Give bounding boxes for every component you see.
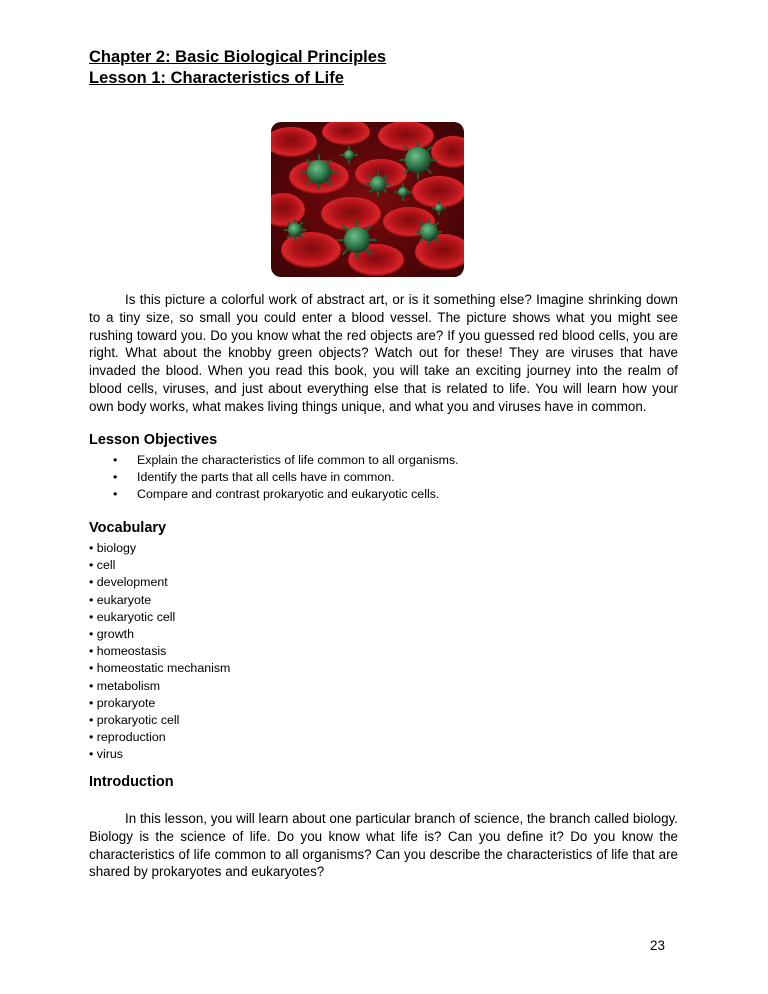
vocab-item: • virus [89,747,123,762]
vocab-item: • homeostatic mechanism [89,661,231,676]
bullet-icon: • [113,470,118,484]
vocab-item: • cell [89,558,116,573]
objective-text: Identify the parts that all cells have in common. [137,470,395,484]
vocab-item: • reproduction [89,730,166,745]
intro-paragraph [89,291,678,416]
objective-item [113,452,459,469]
lesson-title: Lesson 1: Characteristics of Life [89,69,344,87]
introduction-heading: Introduction [89,774,174,790]
vocab-item: • eukaryotic cell [89,609,176,624]
objectives-heading: Lesson Objectives [89,432,218,448]
vocab-item: • prokaryote [89,695,156,710]
page-number: 23 [650,938,665,953]
vocab-item: • eukaryote [89,592,152,607]
vocab-item: • growth [89,627,134,642]
vocabulary-list [89,540,230,764]
introduction-paragraph-text: In this lesson, you will learn about one particular branch of science, the branch called biology. Biology is the science of life. Do you know what life is? Can you define it? Do you know the characteristics of life common to all organisms? Can you describe the characteristics of life that are shared by prokaryotes and eukaryotes? [89,811,678,880]
vocab-item: • homeostasis [89,644,167,659]
bullet-icon: • [113,453,118,467]
objectives-list [113,452,459,503]
vocab-item: • prokaryotic cell [89,713,180,728]
bullet-icon: • [113,487,118,501]
objective-item [113,486,459,503]
objective-item [113,469,459,486]
vocab-item: • biology [89,541,137,555]
objective-text: Explain the characteristics of life common to all organisms. [137,453,459,467]
vocab-item: • development [89,575,168,590]
chapter-title: Chapter 2: Basic Biological Principles [89,48,387,66]
title-block [89,47,386,89]
vocab-item: • metabolism [89,678,161,693]
intro-paragraph-text: Is this picture a colorful work of abstract art, or is it something else? Imagine shrinking down to a tiny size, so small you could enter a blood vessel. The picture shows what you might see rushing toward you. Do you know what the red objects are? If you guessed red blood cells, you are right. What about the knobby green objects? Watch out for these! They are viruses that have invaded the blood. When you read this book, you will take an exciting journey into the realm of blood cells, viruses, and just about everything else that is related to life. You will learn how your own body works, what makes living things unique, and what you and viruses have in common. [89,292,678,414]
objective-text: Compare and contrast prokaryotic and eukaryotic cells. [137,487,440,501]
vocabulary-heading: Vocabulary [89,520,167,536]
blood-cells-viruses-illustration [271,122,464,277]
introduction-paragraph [89,810,678,881]
